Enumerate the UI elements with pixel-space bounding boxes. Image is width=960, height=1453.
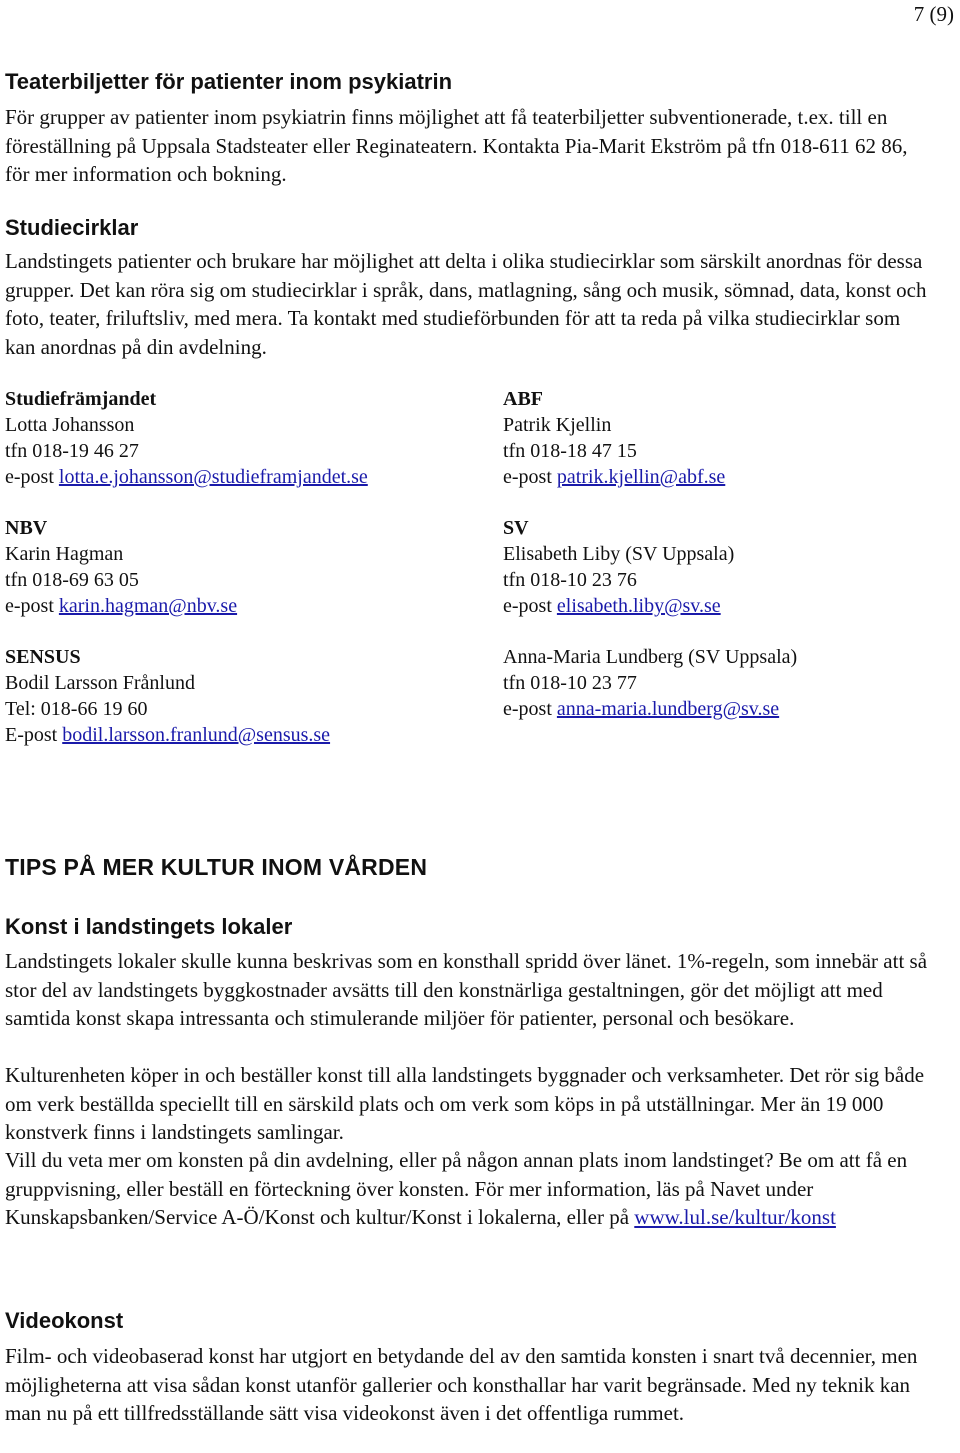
heading-konst-lokaler: Konst i landstingets lokaler — [5, 914, 293, 939]
email-link[interactable]: bodil.larsson.franlund@sensus.se — [62, 724, 331, 746]
contact-phone: tfn 018-69 63 05 — [5, 569, 139, 591]
contact-org: SENSUS — [5, 646, 81, 668]
contact-sensus — [5, 644, 330, 748]
contact-person: Patrik Kjellin — [503, 414, 612, 436]
email-link[interactable]: karin.hagman@nbv.se — [58, 595, 238, 617]
email-label: e-post — [5, 466, 59, 488]
paragraph-studiecirklar: Landstingets patienter och brukare har möjlighet att delta i olika studiecirklar som särskilt anordnas för dessa grupper. Det kan röra sig om studiecirklar i språk, dans, matlagning, sång och musik, sömnad, data, konst och foto, teater, friluftsliv, med mera. Ta kontakt med studieförbunden för att ta reda på vilka studiecirklar som kan anordnas på din avdelning. — [5, 249, 927, 359]
heading-teaterbiljetter: Teaterbiljetter för patienter inom psykiatrin — [5, 69, 453, 94]
contact-studiefrämjandet — [5, 386, 368, 490]
contact-person: Elisabeth Liby (SV Uppsala) — [503, 543, 735, 565]
contact-org: SV — [503, 517, 529, 539]
email-label: e-post — [5, 595, 59, 617]
contact-person: Karin Hagman — [5, 543, 124, 565]
contact-phone: Tel: 018-66 19 60 — [5, 698, 148, 720]
paragraph-videokonst: Film- och videobaserad konst har utgjort en betydande del av den samtida konsten i snart två decennier, men möjligheterna att visa sådan konst utanför gallerier och konsthallar har varit begränsade. Med ny teknik kan man nu på ett tillfredsställande sätt visa videokonst även i det offentliga rummet. — [5, 1344, 918, 1425]
contact-phone: tfn 018-10 23 76 — [503, 569, 637, 591]
contact-person: Lotta Johansson — [5, 414, 135, 436]
contact-abf — [503, 386, 725, 490]
heading-studiecirklar: Studiecirklar — [5, 215, 139, 240]
email-label: E-post — [5, 724, 63, 746]
paragraph-konst-1: Landstingets lokaler skulle kunna beskrivas som en konsthall spridd över länet. 1%-regeln, som innebär att så stor del av landstingets byggkostnader avsätts till den konstnärliga gestaltningen, gör det möjligt att med samtida konst skapa intressanta och stimulerande miljöer för patienter, personal och besökare. — [5, 949, 928, 1030]
contact-phone: tfn 018-10 23 77 — [503, 672, 637, 694]
contact-phone: tfn 018-19 46 27 — [5, 440, 139, 462]
email-label: e-post — [503, 595, 557, 617]
heading-tips-kultur: TIPS PÅ MER KULTUR INOM VÅRDEN — [5, 854, 428, 880]
contact-person: Anna-Maria Lundberg (SV Uppsala) — [503, 646, 798, 668]
paragraph-konst-3-text: Vill du veta mer om konsten på din avdelning, eller på någon annan plats inom landstinget? Be om att få en gruppvisning, eller beställ en förteckning över konsten. För mer information, läs på Navet under Kunskapsbanken/Service A-Ö/Konst och kultur/Konst i lokalerna, eller på — [5, 1148, 908, 1229]
page-number: 7 (9) — [913, 2, 954, 26]
email-link[interactable]: patrik.kjellin@abf.se — [556, 466, 726, 488]
paragraph-teaterbiljetter: För grupper av patienter inom psykiatrin finns möjlighet att få teaterbiljetter subventionerade, t.ex. till en föreställning på Uppsala Stadsteater eller Reginateatern. Kontakta Pia-Marit Ekström på tfn 018-611 62 86, för mer information och bokning. — [5, 105, 908, 186]
contact-org: Studiefrämjandet — [5, 388, 157, 410]
contact-phone: tfn 018-18 47 15 — [503, 440, 637, 462]
contact-person: Bodil Larsson Frånlund — [5, 672, 195, 694]
email-link[interactable]: lotta.e.johansson@studieframjandet.se — [58, 466, 368, 488]
paragraph-konst-2: Kulturenheten köper in och beställer konst till alla landstingets byggnader och verksamheter. Det rör sig både om verk beställda speciellt till en särskild plats och om verk som köps in på utställningar. Mer än 19 000 konstverk finns i landstingets samlingar. — [5, 1063, 925, 1144]
heading-videokonst: Videokonst — [5, 1308, 124, 1333]
link-lul-konst[interactable]: www.lul.se/kultur/konst — [634, 1205, 836, 1229]
contact-org: ABF — [503, 388, 543, 410]
contact-sv — [503, 515, 734, 619]
email-label: e-post — [503, 698, 557, 720]
email-link[interactable]: elisabeth.liby@sv.se — [556, 595, 721, 617]
contact-sv-second — [503, 644, 797, 722]
email-link[interactable]: anna-maria.lundberg@sv.se — [556, 698, 780, 720]
email-label: e-post — [503, 466, 557, 488]
paragraph-konst-3 — [5, 1146, 935, 1232]
contact-org: NBV — [5, 517, 48, 539]
contact-nbv — [5, 515, 237, 619]
